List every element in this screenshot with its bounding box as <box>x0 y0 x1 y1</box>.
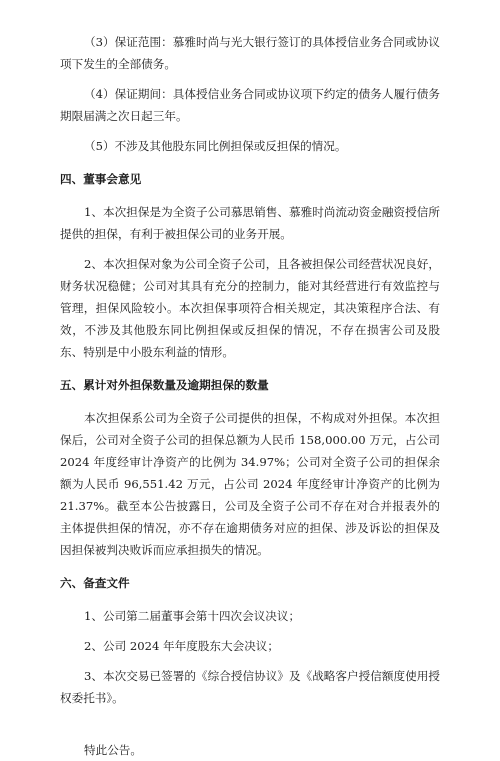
reference-document-1: 1、公司第二届董事会第十四次会议决议； <box>84 609 301 623</box>
reference-document-3: 3、本次交易已签署的《综合授信协议》及《战略客户授信额度使用授权委托书》。 <box>60 669 440 705</box>
section-heading-board-opinion: 四、董事会意见 <box>60 172 142 186</box>
closing-statement: 特此公告。 <box>84 743 142 757</box>
section-heading-cumulative-guarantee: 五、累计对外担保数量及逾期担保的数量 <box>60 378 269 392</box>
section-heading-reference-documents: 六、备查文件 <box>60 576 130 590</box>
reference-document-2: 2、公司 2024 年年度股东大会决议； <box>84 639 279 653</box>
board-opinion-item-1: 1、本次担保是为全资子公司慕思销售、慕雅时尚流动资金融资授信所提供的担保，有利于被担保公司的业务开展。 <box>60 205 440 241</box>
cumulative-guarantee-body: 本次担保系公司为全资子公司提供的担保，不构成对外担保。本次担保后，公司对全资子公司的担保总额为人民币 158,000.00 万元，占公司 2024 年度经审计净资产的比例为 34.97%；公司对全资子公司的担保余额为人民币 96,551.42 万元，占公司 2024 年度经审计净资产的比例为 21.37%。截至本公告披露日，公司及全资子公司不存在对合并报表外的主体提供担保的情况，亦不存在逾期债务对应的担保、涉及诉讼的担保及因担保被判决败诉而应承担损失的情况。 <box>60 411 440 557</box>
no-proportional-guarantee: （5）不涉及其他股东同比例担保或反担保的情况。 <box>84 139 347 153</box>
guarantee-period: （4）保证期间：具体授信业务合同或协议项下约定的债务人履行债务期限届满之次日起三年。 <box>60 87 440 123</box>
board-opinion-item-2: 2、本次担保对象为公司全资子公司，且各被担保公司经营状况良好，财务状况稳健；公司对其具有充分的控制力，能对其经营进行有效监控与管理，担保风险较小。本次担保事项符合相关规定，其决策程序合法、有效，不涉及其他股东同比例担保或反担保的情况，不存在损害公司及股东、特别是中小股东利益的情形。 <box>60 257 440 359</box>
guarantee-scope: （3）保证范围：慕雅时尚与光大银行签订的具体授信业务合同或协议项下发生的全部债务。 <box>60 35 440 71</box>
